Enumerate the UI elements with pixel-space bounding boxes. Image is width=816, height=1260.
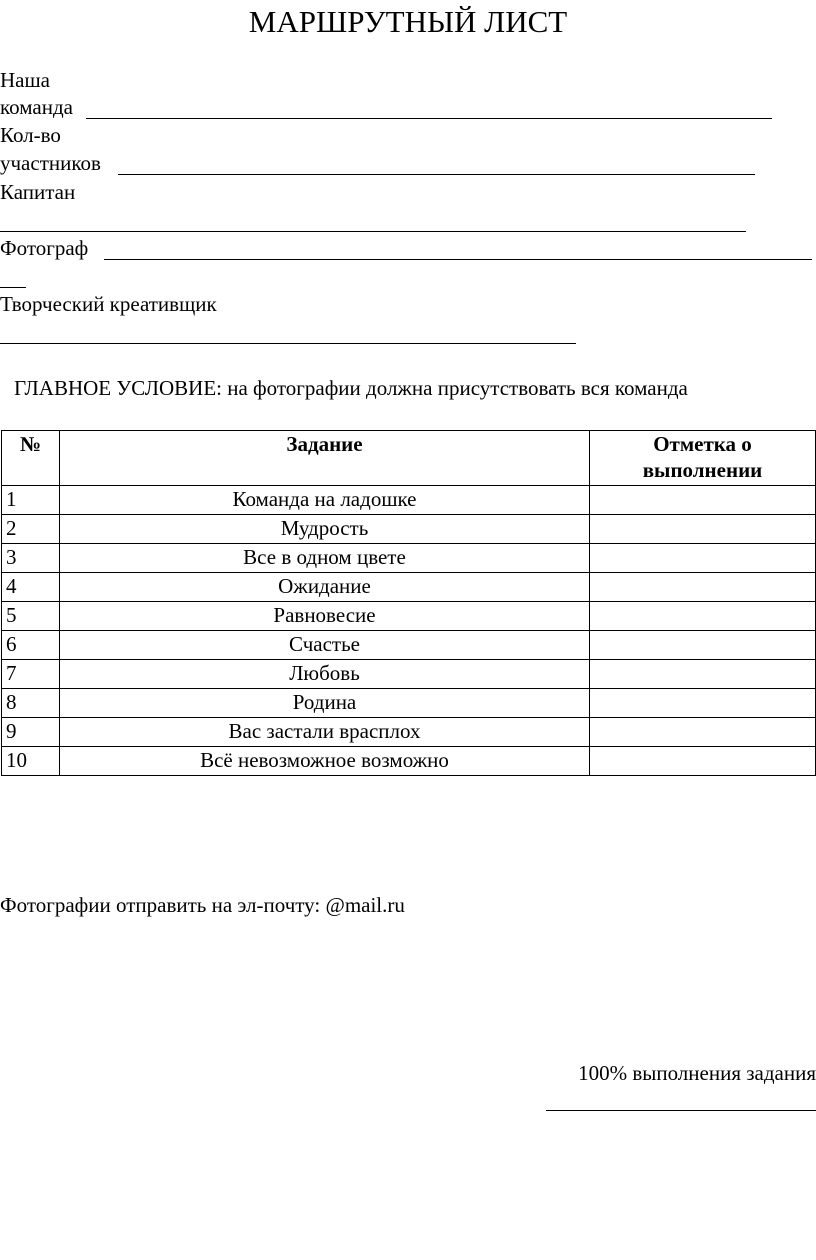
row-task: Счастье xyxy=(60,631,590,660)
row-num: 7 xyxy=(2,660,60,689)
table-row xyxy=(2,747,816,776)
row-mark-cell[interactable] xyxy=(590,660,816,689)
table-row xyxy=(2,689,816,718)
row-num: 5 xyxy=(2,602,60,631)
row-num: 3 xyxy=(2,544,60,573)
row-task: Все в одном цвете xyxy=(60,544,590,573)
row-task: Мудрость xyxy=(60,515,590,544)
row-mark-cell[interactable] xyxy=(590,544,816,573)
table-header-row xyxy=(2,431,816,486)
table-row xyxy=(2,631,816,660)
completion-label: 100% выполнения задания xyxy=(578,1061,816,1085)
row-num: 10 xyxy=(2,747,60,776)
row-num: 9 xyxy=(2,718,60,747)
photographer-field-line-continuation[interactable] xyxy=(0,287,26,288)
completion-field-line[interactable] xyxy=(546,1110,816,1111)
row-task: Команда на ладошке xyxy=(60,486,590,515)
row-mark-cell[interactable] xyxy=(590,718,816,747)
table-row xyxy=(2,573,816,602)
row-task: Вас застали врасплох xyxy=(60,718,590,747)
table-row xyxy=(2,486,816,515)
header-task: Задание xyxy=(60,431,590,486)
row-num: 4 xyxy=(2,573,60,602)
team-label-line1: Наша xyxy=(0,68,50,92)
row-num: 2 xyxy=(2,515,60,544)
row-mark-cell[interactable] xyxy=(590,486,816,515)
table-row xyxy=(2,660,816,689)
row-num: 1 xyxy=(2,486,60,515)
row-mark-cell[interactable] xyxy=(590,573,816,602)
row-mark-cell[interactable] xyxy=(590,747,816,776)
header-num: № xyxy=(2,431,60,486)
row-task: Равновесие xyxy=(60,602,590,631)
row-mark-cell[interactable] xyxy=(590,631,816,660)
creative-label: Творческий креативщик xyxy=(0,292,217,316)
table-row xyxy=(2,602,816,631)
row-mark-cell[interactable] xyxy=(590,515,816,544)
creative-field-line[interactable] xyxy=(0,343,576,344)
header-mark: Отметка о выполнении xyxy=(590,431,816,486)
team-label-line2: команда xyxy=(0,95,73,119)
captain-field-line[interactable] xyxy=(0,231,746,232)
table-row xyxy=(2,544,816,573)
captain-label: Капитан xyxy=(0,180,76,204)
count-label-line2: участников xyxy=(0,151,101,175)
main-condition: ГЛАВНОЕ УСЛОВИЕ: на фотографии должна присутствовать вся команда xyxy=(14,376,688,400)
tasks-table xyxy=(1,430,816,776)
row-mark-cell[interactable] xyxy=(590,602,816,631)
table-row xyxy=(2,515,816,544)
page-title: МАРШРУТНЫЙ ЛИСТ xyxy=(248,4,568,39)
row-task: Ожидание xyxy=(60,573,590,602)
row-num: 6 xyxy=(2,631,60,660)
photographer-field-line[interactable] xyxy=(104,259,812,260)
row-task: Любовь xyxy=(60,660,590,689)
team-field-line[interactable] xyxy=(86,118,772,119)
row-task: Родина xyxy=(60,689,590,718)
row-mark-cell[interactable] xyxy=(590,689,816,718)
count-field-line[interactable] xyxy=(118,174,755,175)
table-row xyxy=(2,718,816,747)
count-label-line1: Кол-во xyxy=(0,123,61,147)
row-task: Всё невозможное возможно xyxy=(60,747,590,776)
email-note: Фотографии отправить на эл-почту: @mail.ru xyxy=(0,893,405,917)
row-num: 8 xyxy=(2,689,60,718)
photographer-label: Фотограф xyxy=(0,236,89,260)
